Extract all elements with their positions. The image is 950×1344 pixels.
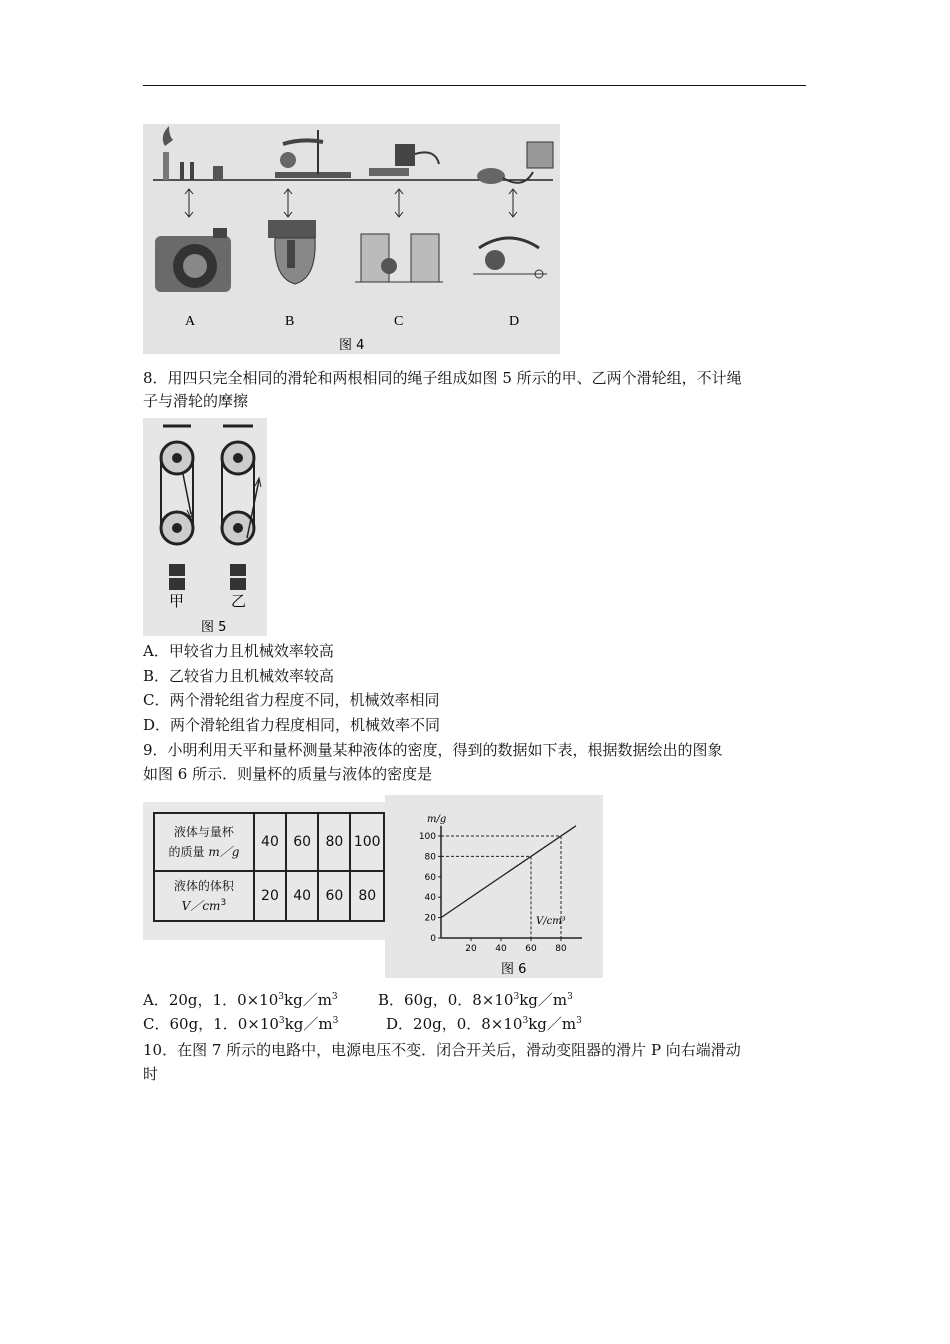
q10-stem-line1: 10．在图 7 所示的电路中，电源电压不变．闭合开关后，滑动变阻器的滑片 P 向右端滑动: [143, 1041, 741, 1059]
q8-stem-line1: 8．用四只完全相同的滑轮和两根相同的绳子组成如图 5 所示的甲、乙两个滑轮组，不计绳: [143, 369, 742, 387]
table-cell: 100: [350, 813, 384, 871]
y-axis-label: m/g: [427, 813, 447, 825]
fig5-label-yi: 乙: [231, 592, 247, 610]
table-row: [154, 871, 384, 921]
header-volume-line1: 液体的体积: [173, 879, 234, 893]
x-tick-label: 60: [525, 944, 537, 954]
q9-data-table-figure: [143, 802, 385, 940]
fig4-caption: 图 4: [339, 338, 365, 353]
fig4-label-c: C: [394, 314, 404, 329]
q9-option-c-value: C．60g，1．0×10: [143, 1015, 279, 1033]
table-cell: 60: [318, 871, 350, 921]
q10-stem-line2: 时: [143, 1065, 159, 1083]
q9-option-b-unit: kg／m: [519, 991, 568, 1009]
figure-4: [143, 124, 560, 354]
fig5-caption: 图 5: [201, 620, 227, 635]
q9-options-row2: [143, 1013, 806, 1035]
table-cell: 40: [286, 871, 318, 921]
q9-option-a-unit: kg／m: [284, 991, 332, 1009]
series-line: [441, 826, 576, 918]
q9-option-d: [386, 1013, 582, 1035]
q9-options-row1: [143, 989, 806, 1011]
y-tick-label: 80: [424, 852, 436, 863]
q9-option-b-value: B．60g，0．8×10: [378, 991, 514, 1009]
q9-option-b-unit-exp: 3: [567, 992, 573, 1002]
table-cell: 80: [318, 813, 350, 871]
x-tick-label: 80: [555, 944, 567, 954]
header-mass-line1: 液体与量杯: [173, 825, 234, 839]
q9-option-a-value: A．20g，1．0×10: [143, 991, 279, 1009]
q9-option-b-exp: 3: [513, 992, 520, 1002]
q9-option-a: [143, 989, 338, 1011]
header-volume-sup: 3: [220, 898, 227, 908]
q9-option-c-unit-exp: 3: [332, 1016, 339, 1026]
q8-stem-line2: 子与滑轮的摩擦: [143, 392, 249, 410]
fig4-label-d: D: [509, 314, 520, 329]
figure-6-chart: [385, 795, 603, 978]
table-cell: 60: [286, 813, 318, 871]
y-tick-label: 60: [424, 872, 436, 883]
x-axis-label: V/cm³: [536, 916, 566, 927]
q8-option-b: B．乙较省力且机械效率较高: [143, 667, 335, 685]
table-header-volume: [154, 871, 254, 921]
q9-option-d-unit: kg／m: [528, 1015, 577, 1033]
q8-option-d: D．两个滑轮组省力程度相同，机械效率不同: [143, 716, 441, 734]
fig6-caption: 图 6: [501, 962, 527, 977]
q9-option-a-exp: 3: [278, 992, 284, 1002]
q9-option-b: [378, 989, 573, 1011]
figure-5: [143, 418, 267, 636]
table-row: [154, 813, 384, 871]
figure-5-drawing: [143, 418, 267, 636]
q8-option-c: C．两个滑轮组省力程度不同，机械效率相同: [143, 691, 440, 709]
header-rule: [143, 85, 806, 86]
header-mass-line2: 的质量: [168, 845, 205, 859]
fig5-label-jia: 甲: [169, 592, 185, 610]
table-header-mass: [154, 813, 254, 871]
header-volume-unit: V／cm: [181, 899, 221, 913]
q9-option-d-unit-exp: 3: [576, 1016, 582, 1026]
x-tick-label: 40: [495, 944, 507, 954]
q9-option-d-exp: 3: [522, 1016, 529, 1026]
table-cell: 20: [254, 871, 286, 921]
figure-4-drawing: [143, 124, 560, 354]
q8-option-a: A．甲较省力且机械效率较高: [143, 642, 334, 660]
table-cell: 40: [254, 813, 286, 871]
figure-6: [385, 795, 603, 978]
y-tick-label: 40: [424, 893, 436, 904]
fig4-label-b: B: [285, 314, 295, 329]
q9-data-table: [153, 812, 385, 922]
q9-option-d-value: D．20g，0．8×10: [386, 1015, 523, 1033]
y-tick-label: 100: [418, 832, 436, 842]
y-tick-label: 0: [430, 934, 436, 944]
q9-stem-line2: 如图 6 所示．则量杯的质量与液体的密度是: [143, 765, 433, 783]
q9-option-c-unit: kg／m: [284, 1015, 333, 1033]
q9-option-c-exp: 3: [278, 1016, 285, 1026]
fig4-label-a: A: [185, 314, 196, 329]
q9-option-c: [143, 1013, 338, 1035]
header-mass-unit: m／g: [208, 845, 240, 859]
y-tick-label: 20: [424, 913, 436, 924]
q9-option-a-unit-exp: 3: [331, 992, 338, 1002]
x-tick-label: 20: [465, 944, 477, 954]
q9-stem-line1: 9．小明利用天平和量杯测量某种液体的密度，得到的数据如下表，根据数据绘出的图象: [143, 741, 723, 759]
table-cell: 80: [350, 871, 384, 921]
